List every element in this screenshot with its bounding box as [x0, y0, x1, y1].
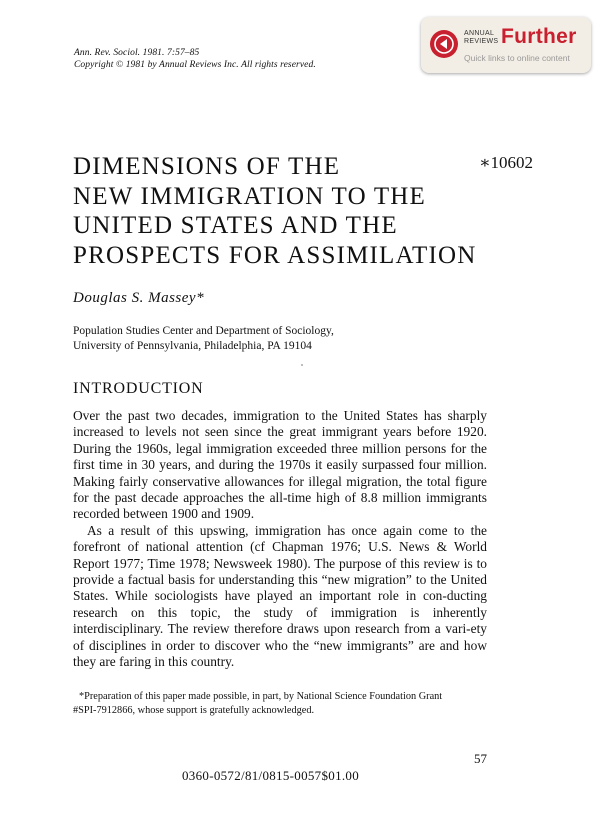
further-label: Further [501, 25, 577, 48]
article-title [73, 152, 493, 270]
citation-header [74, 47, 316, 71]
journal-line: Ann. Rev. Sociol. 1981. 7:57–85 [74, 48, 200, 58]
scan-speck [301, 364, 303, 366]
title-line: PROSPECTS FOR ASSIMILATION [73, 241, 477, 269]
article-code: 0360-0572/81/0815-0057$01.00 [182, 768, 360, 783]
paragraph: Over the past two decades, immigration to the United States has sharply increased to levels not seen since the great immigrant years before 1920. During the 1960s, legal immigration exceeded three million persons for the first time in 30 years, and during the 1970s it easily surpassed four million. Making fairly conservative allowances for illegal migration, the total figure for the past decade approaches the all-time high of 8.8 million immigrants recorded between 1900 and 1909. [73, 408, 487, 522]
section-heading: INTRODUCTION [73, 380, 204, 397]
copyright-line: Copyright © 1981 by Annual Reviews Inc. All rights reserved. [74, 60, 316, 70]
title-line: DIMENSIONS OF THE [73, 153, 341, 180]
annual-reviews-wordmark: ANNUAL REVIEWS [464, 30, 499, 45]
author-name: Douglas S. Massey* [73, 290, 205, 306]
affiliation-line: University of Pennsylvania, Philadelphia, PA 19104 [73, 340, 312, 352]
affiliation-line: Population Studies Center and Department of Sociology, [73, 325, 334, 337]
footnote-line: #SPI-7912866, whose support is gratefully acknowledged. [73, 705, 315, 716]
paragraph: As a result of this upswing, immigration has once again come to the forefront of national attention (cf Chapman 1976; U.S. News & World Report 1977; Time 1978; Newsweek 1980). The purpose of this review is to provide a factual basis for understanding this “new migration” to the United States. While sociologists have played an important role in con-ducting research on this topic, the study of immigration is inherently interdisciplinary. The review therefore draws upon research from a vari-ety of disciplines in order to discover who the “new immigrants” are and how they are faring in this country. [73, 522, 487, 670]
body-text [73, 408, 487, 671]
play-icon [430, 30, 458, 58]
title-line: UNITED STATES AND THE [73, 212, 398, 239]
page-number: 57 [474, 751, 487, 766]
further-badge[interactable] [421, 17, 591, 73]
title-line: NEW IMMIGRATION TO THE [73, 182, 427, 210]
footnote [73, 690, 491, 718]
quick-links-label: Quick links to online content [464, 53, 570, 63]
footnote-line: *Preparation of this paper made possible, in part, by National Science Foundation Grant [79, 691, 443, 702]
affiliation [73, 324, 334, 354]
accession-number: ∗10602 [479, 153, 534, 172]
